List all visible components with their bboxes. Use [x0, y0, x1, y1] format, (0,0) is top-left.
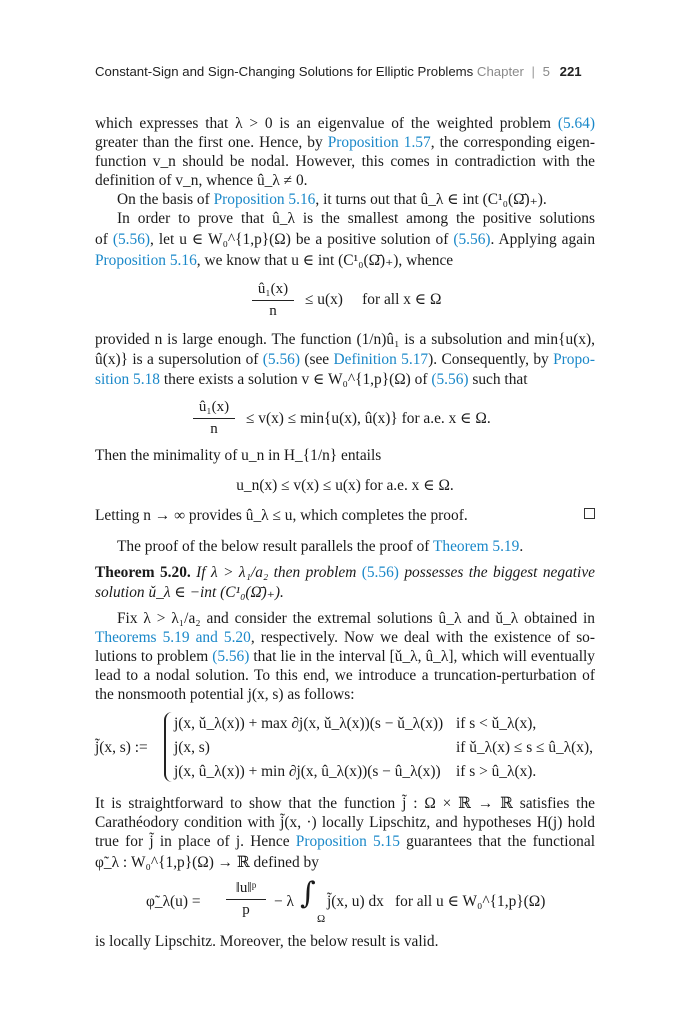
text-run: . [519, 538, 524, 555]
text-line [95, 647, 595, 666]
fraction-numerator: ‖u‖ᵖ [235, 880, 257, 896]
case-expression: j(x, û_λ(x)) + min ∂j(x, û_λ(x))(s − û_λ(x)) [174, 763, 441, 780]
text-line: the nonsmooth potential j(x, s) as follows: [95, 686, 355, 703]
text-run: (see [299, 351, 334, 368]
proposition-link[interactable]: Propo- [553, 351, 595, 368]
text-line: lead to a nodal solution. To this end, we introduce a truncation-perturbation of [95, 667, 595, 684]
text-run: If λ > λ₁/a₂ then problem [190, 564, 362, 581]
proposition-link[interactable]: Proposition 1.57 [327, 134, 431, 151]
text-line: provided n is large enough. The function (1/n)û₁ is a subsolution and min{u(x), [95, 331, 595, 348]
text-line: definition of v_n, whence û_λ ≠ 0. [95, 172, 308, 189]
text-run: such that [468, 371, 528, 388]
chapter-label: Chapter [476, 64, 524, 79]
proposition-link[interactable]: Proposition 5.16 [95, 252, 197, 269]
case-expression: j(x, ǔ_λ(x)) + max ∂j(x, ǔ_λ(x))(s − ǔ_λ(x)) [174, 715, 444, 732]
fraction-numerator: û₁(x) [257, 281, 289, 297]
text-line: Fix λ > λ₁/a₂ and consider the extremal solutions û_λ and ǔ_λ obtained in [117, 610, 595, 627]
text-run: , we know that u ∈ int (C¹₀(Ω̄)₊), whence [196, 252, 454, 269]
proposition-link[interactable]: Proposition 5.15 [295, 833, 400, 850]
proposition-link[interactable]: sition 5.18 [95, 371, 160, 388]
theorem-link[interactable]: Theorems 5.19 and 5.20 [95, 629, 251, 646]
fraction [193, 399, 235, 438]
text-line [95, 114, 595, 133]
text-run: , the corresponding eigen- [430, 134, 595, 151]
text-run: ). Consequently, by [428, 351, 554, 368]
text-line [95, 832, 595, 851]
definition-link[interactable]: Definition 5.17 [333, 351, 429, 368]
text-line: In order to prove that û_λ is the smallest among the positive solutions [117, 210, 595, 227]
theorem-line [95, 563, 595, 582]
theorem-label: Theorem 5.20. [95, 564, 191, 581]
fraction-bar [193, 418, 235, 419]
fraction-denominator: n [269, 303, 277, 319]
display-equation: u_n(x) ≤ v(x) ≤ u(x) for a.e. x ∈ Ω. [236, 477, 454, 494]
text-line: φ̃_λ : W₀^{1,p}(Ω) → ℝ defined by [95, 854, 319, 871]
text-run: there exists a solution v ∈ W₀^{1,p}(Ω) of [160, 371, 432, 388]
integrand: j̃(x, u) dx [327, 893, 384, 910]
text-line [95, 628, 595, 647]
equation-link[interactable]: (5.56) [112, 231, 151, 248]
text-run: which expresses that λ > 0 is an eigenvalue of the weighted problem [95, 115, 558, 132]
text-line [95, 537, 595, 556]
cases-lhs: j̃(x, s) := [95, 739, 148, 756]
case-condition: if s < ǔ_λ(x), [456, 715, 537, 732]
equation-link[interactable]: (5.56) [431, 371, 469, 388]
text-line: Then the minimality of u_n in H_{1/n} entails [95, 447, 382, 464]
header-separator: | [531, 64, 535, 79]
equation-rhs: ≤ v(x) ≤ min{u(x), û(x)} for a.e. x ∈ Ω. [246, 410, 491, 427]
text-run: guarantees that the functional [399, 833, 595, 850]
fraction-bar [252, 300, 294, 301]
equation-link[interactable]: (5.56) [212, 648, 250, 665]
theorem-link[interactable]: Theorem 5.19 [432, 538, 520, 555]
case-condition: if s > û_λ(x). [456, 763, 537, 780]
text-run: that lie in the interval [ǔ_λ, û_λ], which will eventually [249, 648, 595, 665]
text-run: greater than the first one. Hence, by [95, 134, 328, 151]
text-line [95, 350, 595, 369]
equation-rhs: ≤ u(x) for all x ∈ Ω [305, 291, 442, 308]
equation-link[interactable]: (5.56) [361, 564, 399, 581]
running-header [95, 64, 595, 84]
text-run: , respectively. Now we deal with the existence of so- [250, 629, 596, 646]
fraction-numerator: û₁(x) [198, 399, 230, 415]
equation-lhs: φ̃_λ(u) = [146, 893, 201, 910]
case-condition: if ǔ_λ(x) ≤ s ≤ û_λ(x), [456, 739, 593, 756]
integral-domain: Ω [317, 913, 326, 925]
fraction-denominator: n [210, 421, 218, 437]
text-run: true for j̃ in place of j. Hence [95, 833, 296, 850]
text-line [95, 251, 595, 270]
case-expression: j(x, s) [174, 739, 210, 756]
equation-link[interactable]: (5.64) [557, 115, 595, 132]
text-run: On the basis of [117, 191, 214, 208]
running-title: Constant-Sign and Sign-Changing Solutions for Elliptic Problems [95, 64, 474, 79]
text-line: Letting n → ∞ provides û_λ ≤ u, which completes the proof. [95, 507, 468, 524]
fraction [252, 281, 294, 320]
text-line [95, 370, 595, 389]
equation-condition: for all u ∈ W₀^{1,p}(Ω) [395, 893, 546, 910]
text-run: û(x)} is a supersolution of [95, 351, 263, 368]
text-line [95, 190, 595, 209]
text-run: The proof of the below result parallels the proof of [117, 538, 433, 555]
text-run: , let u ∈ W₀^{1,p}(Ω) be a positive solution of [150, 231, 454, 248]
text-run: , it turns out that û_λ ∈ int (C¹₀(Ω̄)₊). [315, 191, 547, 208]
equation-link[interactable]: (5.56) [262, 351, 300, 368]
text-run: possesses the biggest negative [398, 564, 595, 581]
equation-minus-lambda: − λ [274, 893, 294, 910]
text-line [95, 133, 595, 152]
text-run: lutions to problem [95, 648, 213, 665]
theorem-line [95, 583, 595, 602]
text-run: of [95, 231, 113, 248]
text-line: function v_n should be nodal. However, this comes in contradiction with the [95, 153, 595, 170]
equation-link[interactable]: (5.56) [453, 231, 491, 248]
fraction [226, 880, 266, 919]
fraction-bar [226, 899, 266, 900]
text-line: Carathéodory condition with j̃(x, ·) locally Lipschitz, and hypotheses H(j) hold [95, 814, 595, 831]
text-run: . Applying again [490, 231, 596, 248]
text-run: solution ǔ_λ ∈ −int (C¹₀(Ω̄)₊). [95, 584, 284, 601]
text-line: is locally Lipschitz. Moreover, the below result is valid. [95, 933, 439, 950]
text-line: It is straightforward to show that the function j̃ : Ω × ℝ → ℝ satisfies the [95, 795, 595, 812]
qed-square [584, 508, 595, 519]
fraction-denominator: p [242, 902, 250, 918]
text-line [95, 230, 595, 249]
proposition-link[interactable]: Proposition 5.16 [213, 191, 316, 208]
chapter-number: 5 [542, 64, 550, 79]
integral-sign: ∫ [300, 876, 316, 911]
page-number: 221 [559, 64, 582, 79]
